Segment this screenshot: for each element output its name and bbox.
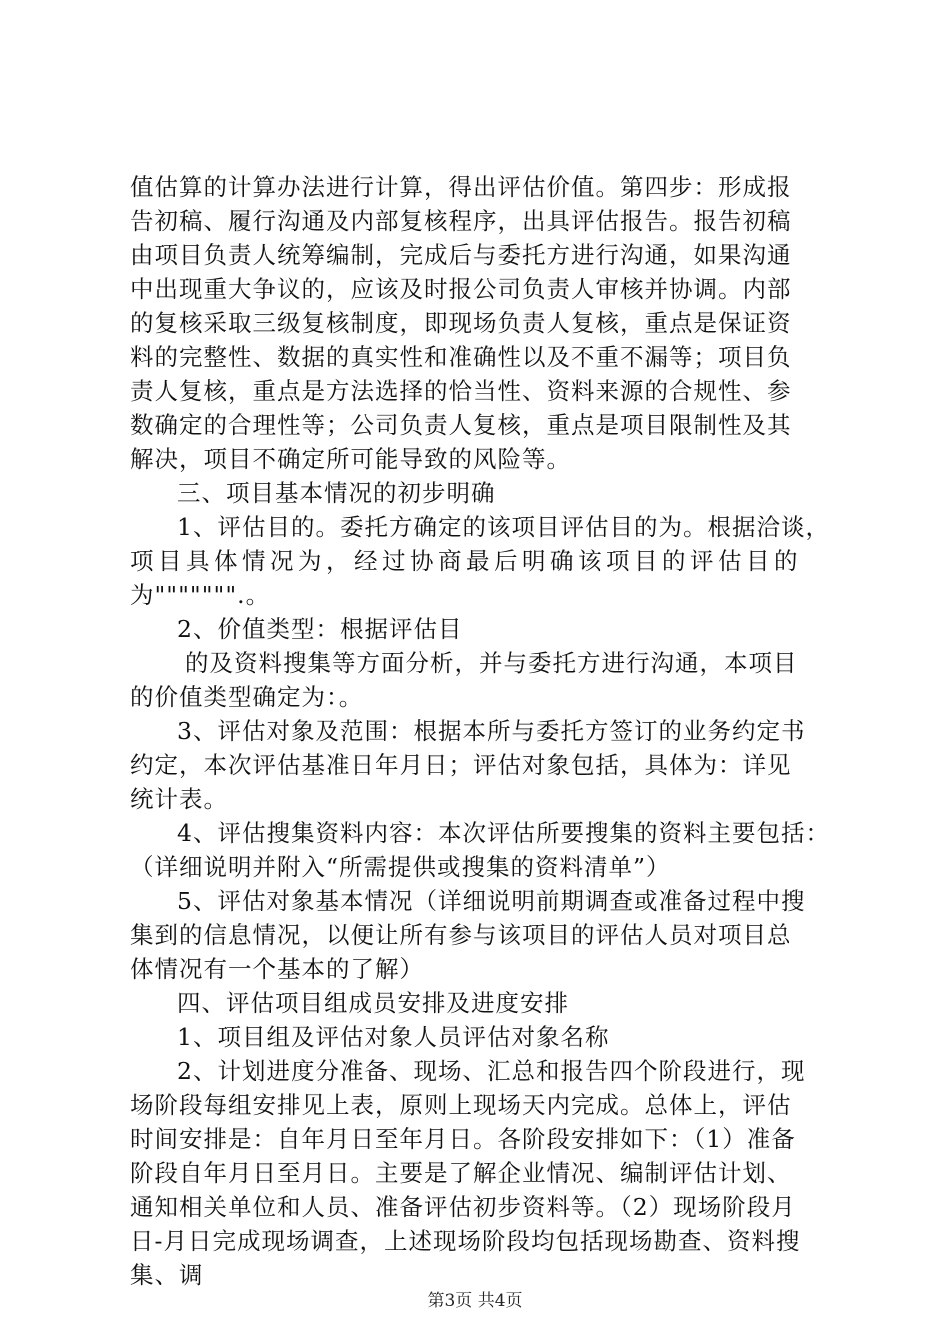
text-line: 5、评估对象基本情况（详细说明前期调查或准备过程中搜 bbox=[177, 887, 806, 915]
text-line: 的及资料搜集等方面分析，并与委托方进行沟通，本项目 bbox=[185, 649, 798, 677]
text-line: 阶段自年月日至月日。主要是了解企业情况、编制评估计划、 bbox=[130, 1159, 792, 1187]
text-line: 中出现重大争议的，应该及时报公司负责人审核并协调。内部 bbox=[130, 275, 792, 303]
text-line: 2、价值类型：根据评估目 bbox=[177, 615, 463, 643]
text-line: 解决，项目不确定所可能导致的风险等。 bbox=[130, 445, 571, 473]
text-line: 日-月日完成现场调查，上述现场阶段均包括现场勘查、资料搜 bbox=[130, 1227, 801, 1255]
text-line: 的价值类型确定为：。 bbox=[130, 683, 364, 711]
text-line: 数确定的合理性等；公司负责人复核，重点是项目限制性及其 bbox=[130, 411, 792, 439]
text-line: 统计表。 bbox=[130, 785, 228, 813]
text-line: 4、评估搜集资料内容：本次评估所要搜集的资料主要包括： bbox=[177, 819, 830, 847]
text-line: 告初稿、履行沟通及内部复核程序，出具评估报告。报告初稿 bbox=[130, 207, 792, 235]
text-line: 3、评估对象及范围：根据本所与委托方签订的业务约定书 bbox=[177, 717, 806, 745]
text-line: 通知相关单位和人员、准备评估初步资料等。（2）现场阶段月 bbox=[130, 1193, 796, 1221]
text-line: 场阶段每组安排见上表，原则上现场天内完成。总体上，评估 bbox=[130, 1091, 792, 1119]
text-line: 1、项目组及评估对象人员评估对象名称 bbox=[177, 1023, 610, 1051]
section-heading: 三、项目基本情况的初步明确 bbox=[177, 479, 496, 507]
text-line: 集、调 bbox=[130, 1261, 204, 1289]
text-line: 值估算的计算办法进行计算，得出评估价值。第四步：形成报 bbox=[130, 173, 792, 201]
text-line: 1、评估目的。委托方确定的该项目评估目的为。根据洽谈， bbox=[177, 513, 830, 541]
text-line: 体情况有一个基本的了解） bbox=[130, 955, 424, 983]
text-line: 由项目负责人统筹编制，完成后与委托方进行沟通，如果沟通 bbox=[130, 241, 792, 269]
text-line: 2、计划进度分准备、现场、汇总和报告四个阶段进行，现 bbox=[177, 1057, 806, 1085]
text-line: 项目具体情况为，经过协商最后明确该项目的评估目的 bbox=[130, 547, 802, 575]
text-line: 为""""""".。 bbox=[130, 581, 271, 609]
page-number: 第3页 共4页 bbox=[427, 1291, 523, 1311]
text-line: 约定，本次评估基准日年月日；评估对象包括，具体为：详见 bbox=[130, 751, 792, 779]
text-line: （详细说明并附入“所需提供或搜集的资料清单”） bbox=[130, 853, 671, 881]
text-line: 集到的信息情况，以便让所有参与该项目的评估人员对项目总 bbox=[130, 921, 792, 949]
text-line: 料的完整性、数据的真实性和准确性以及不重不漏等；项目负 bbox=[130, 343, 792, 371]
text-line: 时间安排是：自年月日至年月日。各阶段安排如下：（1）准备 bbox=[130, 1125, 796, 1153]
text-line: 责人复核，重点是方法选择的恰当性、资料来源的合规性、参 bbox=[130, 377, 792, 405]
section-heading: 四、评估项目组成员安排及进度安排 bbox=[177, 989, 569, 1017]
text-line: 的复核采取三级复核制度，即现场负责人复核，重点是保证资 bbox=[130, 309, 792, 337]
